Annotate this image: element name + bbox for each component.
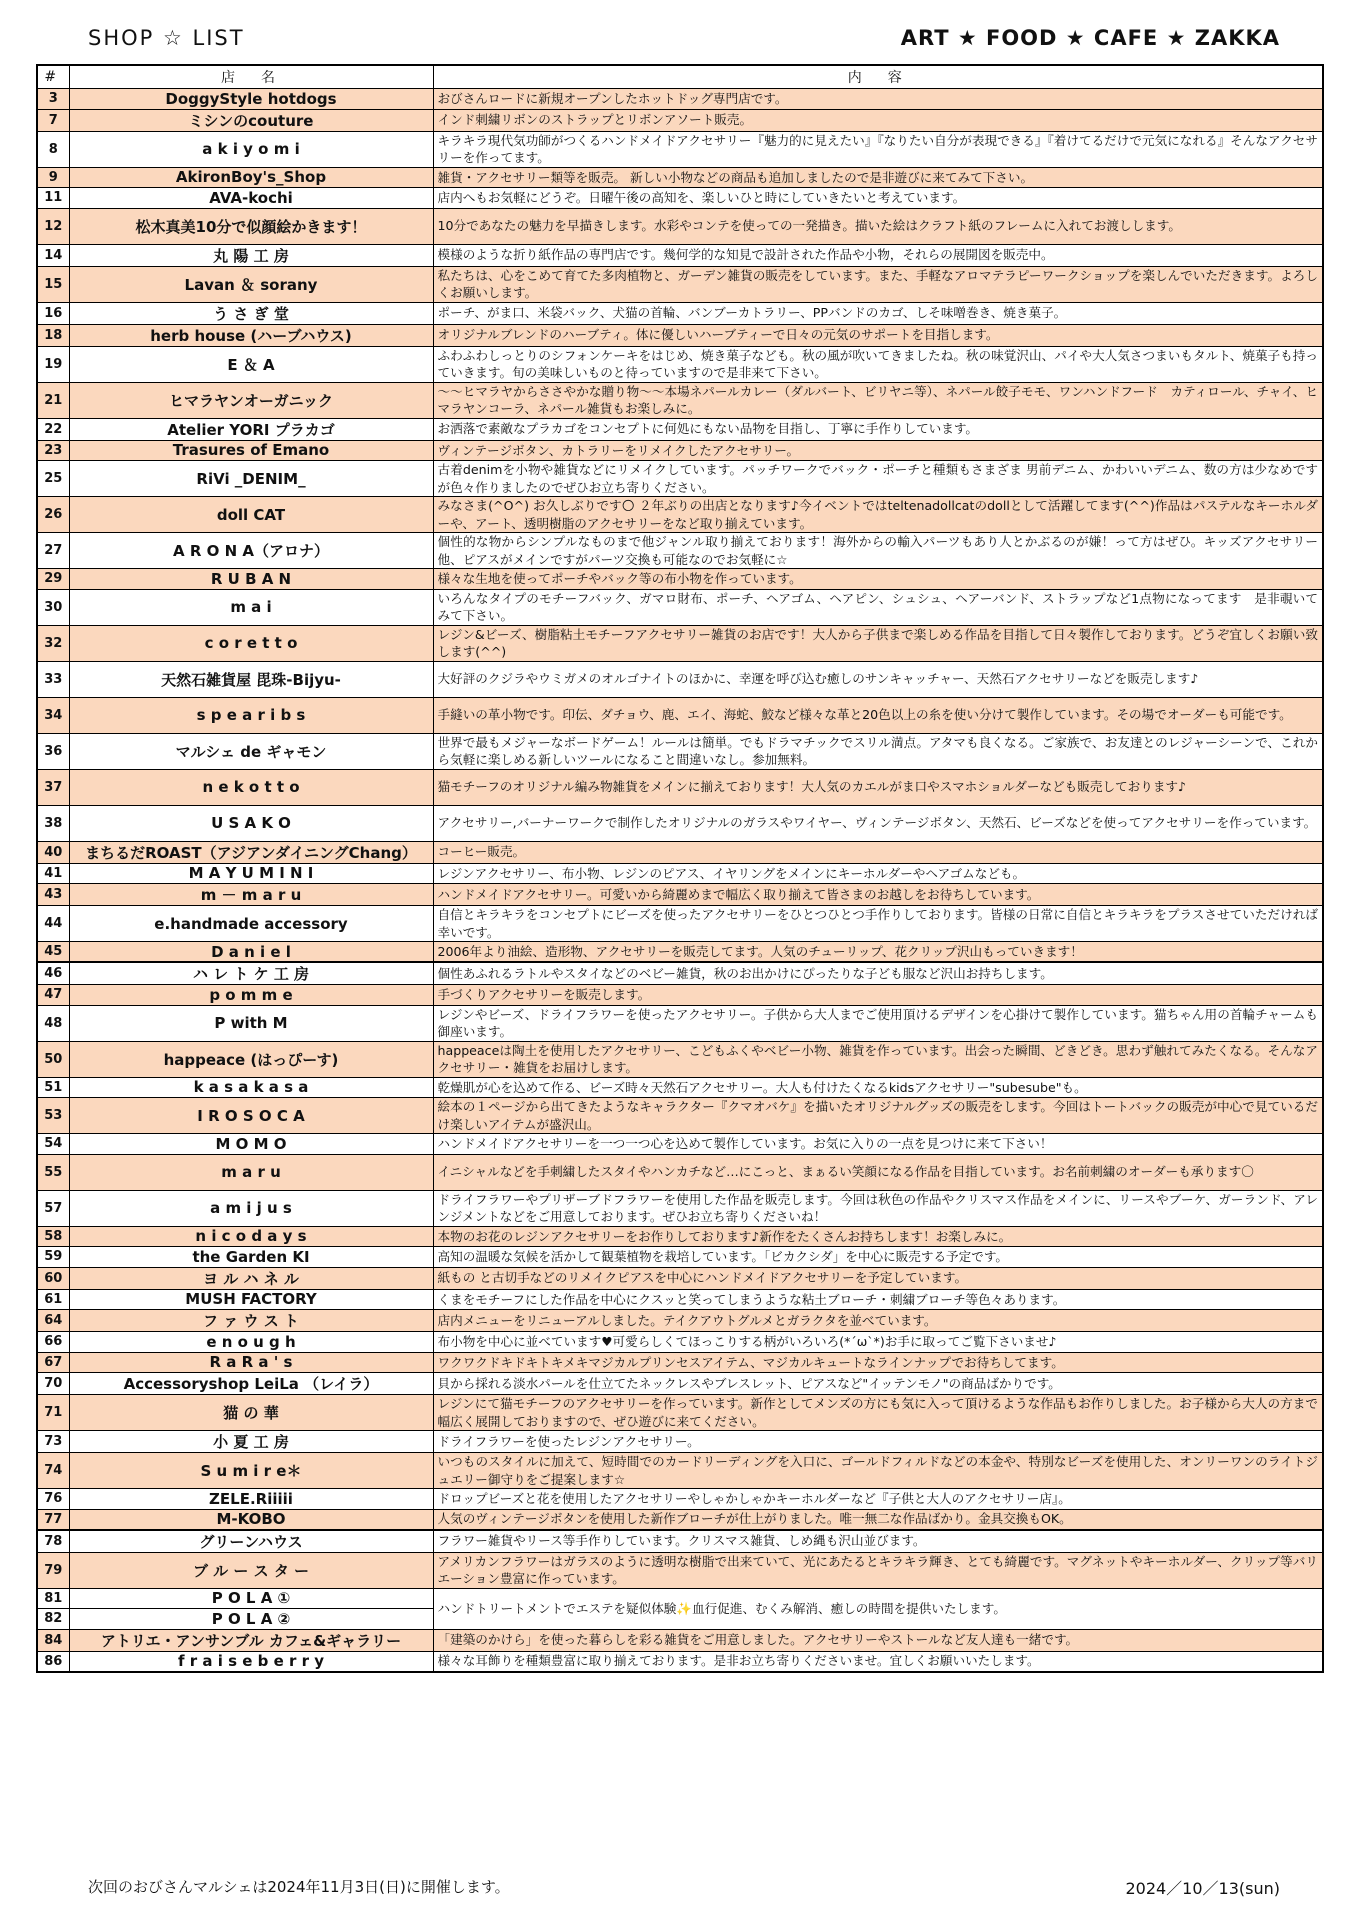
shop-description: ポーチ、がま口、米袋バック、犬猫の首輪、バンブーカトラリー、PPバンドのカゴ、しそ味噌巻き、焼き菓子。 <box>433 302 1323 324</box>
shop-description: ドライフラワーを使ったレジンアクセサリー。 <box>433 1431 1323 1453</box>
shop-name: ZELE.Riiiii <box>69 1489 433 1510</box>
shop-description: ハンドトリートメントでエステを疑似体験✨血行促進、むくみ解消、癒しの時間を提供いたします。 <box>433 1588 1323 1629</box>
shop-name: マルシェ de ギャモン <box>69 733 433 769</box>
page-header <box>88 26 1280 58</box>
shop-name: p o m m e <box>69 985 433 1006</box>
table-row <box>37 569 1323 590</box>
shop-description: イニシャルなどを手刺繍したスタイやハンカチなど…にこっと、まぁるい笑顔になる作品を目指しています。お名前刺繍のオーダーも承ります〇 <box>433 1154 1323 1190</box>
shop-name: n e k o t t o <box>69 769 433 805</box>
table-row <box>37 805 1323 841</box>
shop-description: 高知の温暖な気候を活かして観葉植物を栽培しています。「ビカクシダ」を中心に販売する予定です。 <box>433 1247 1323 1268</box>
table-row <box>37 697 1323 733</box>
table-row <box>37 884 1323 906</box>
row-number: 25 <box>37 461 69 497</box>
row-number: 51 <box>37 1077 69 1098</box>
table-row <box>37 1352 1323 1373</box>
shop-description: アクセサリー,バーナーワークで制作したオリジナルのガラスやワイヤー、ヴィンテージボタン、天然石、ビーズなどを使ってアクセサリーを作っています。 <box>433 805 1323 841</box>
row-number: 19 <box>37 346 69 382</box>
shop-description: happeaceは陶土を使用したアクセサリー、こどもふくやベビー小物、雑貨を作っています。出会った瞬間、どきどき。思わず触れてみたくなる。そんなアクセサリー・雑貨をお届けします。 <box>433 1041 1323 1077</box>
row-number: 73 <box>37 1431 69 1453</box>
row-number: 41 <box>37 863 69 884</box>
row-number: 58 <box>37 1226 69 1247</box>
table-row <box>37 1077 1323 1098</box>
table-row <box>37 89 1323 110</box>
shop-name: う さ ぎ 堂 <box>69 302 433 324</box>
shop-name: A R O N A（アロナ） <box>69 533 433 569</box>
table-row <box>37 188 1323 209</box>
row-number: 40 <box>37 841 69 863</box>
row-number: 29 <box>37 569 69 590</box>
shop-table-body <box>37 89 1323 1672</box>
row-number: 16 <box>37 302 69 324</box>
shop-name: s p e a r i b s <box>69 697 433 733</box>
shop-description: レジンやビーズ、ドライフラワーを使ったアクセサリー。子供から大人までご使用頂けるデザインを心掛けて製作しています。猫ちゃん用の首輪チャームも御座います。 <box>433 1005 1323 1041</box>
shop-description: いろんなタイプのモチーフバック、ガマロ財布、ポーチ、ヘアゴム、ヘアピン、シュシュ、ヘアーバンド、ストラップなど1点物になってます 是非覗いてみて下さい。 <box>433 589 1323 625</box>
table-row <box>37 1373 1323 1395</box>
table-row <box>37 1395 1323 1431</box>
row-number: 84 <box>37 1629 69 1651</box>
table-row <box>37 962 1323 985</box>
shop-description: 様々な耳飾りを種類豊富に取り揃えております。是非お立ち寄りくださいませ。宜しくお願いいたします。 <box>433 1651 1323 1672</box>
row-number: 3 <box>37 89 69 110</box>
shop-description: アメリカンフラワーはガラスのように透明な樹脂で出来ていて、光にあたるとキラキラ輝き、とても綺麗です。マグネットやキーホルダー、クリップ等バリエーション豊富に作っています。 <box>433 1552 1323 1588</box>
shop-description: 私たちは、心をこめて育てた多肉植物と、ガーデン雑貨の販売をしています。また、手軽なアロマテラピーワークショップを楽しんでいただきます。よろしくお願いします。 <box>433 266 1323 302</box>
shop-name: a k i y o m i <box>69 131 433 167</box>
shop-description: 個性的な物からシンプルなものまで他ジャンル取り揃えております！海外からの輸入パーツもあり人とかぶるのが嫌！って方はぜひ。キッズアクセサリー他、ピアスがメインですがパーツ交換も可能なのでお気軽に☆ <box>433 533 1323 569</box>
shop-description: ワクワクドキドキトキメキマジカルプリンセスアイテム、マジカルキュートなラインナップでお待ちしてます。 <box>433 1352 1323 1373</box>
row-number: 71 <box>37 1395 69 1431</box>
shop-name: P with M <box>69 1005 433 1041</box>
shop-description: インド刺繍リボンのストラップとリボンアソート販売。 <box>433 109 1323 131</box>
shop-name: 猫 の 華 <box>69 1395 433 1431</box>
row-number: 23 <box>37 440 69 461</box>
row-number: 15 <box>37 266 69 302</box>
table-row <box>37 167 1323 188</box>
shop-description: いつものスタイルに加えて、短時間でのカードリーディングを入口に、ゴールドフィルドなどの本金や、特別なビーズを使用した、オンリーワンのライトジュエリー御守りをご提案します☆ <box>433 1453 1323 1489</box>
row-number: 33 <box>37 661 69 697</box>
row-number: 79 <box>37 1552 69 1588</box>
row-number: 53 <box>37 1098 69 1134</box>
shop-name: S u m i r e＊ <box>69 1453 433 1489</box>
shop-description: 世界で最もメジャーなボードゲーム！ルールは簡単。でもドラマチックでスリル満点。アタマも良くなる。ご家族で、お友達とのレジャーシーンで、これから気軽に楽しめる新しいツールになること間違いなし。参加無料。 <box>433 733 1323 769</box>
row-number: 77 <box>37 1509 69 1530</box>
shop-name: c o r e t t o <box>69 625 433 661</box>
shop-name: D a n i e l <box>69 942 433 963</box>
shop-name: Trasures of Emano <box>69 440 433 461</box>
shop-name: I R O S O C A <box>69 1098 433 1134</box>
row-number: 59 <box>37 1247 69 1268</box>
list-title: SHOP ☆ LIST <box>88 26 245 50</box>
shop-description: 紙もの と古切手などのリメイクピアスを中心にハンドメイドアクセサリーを予定しています。 <box>433 1267 1323 1289</box>
list-date: 2024／10／13(sun) <box>1125 1879 1280 1898</box>
shop-name: e n o u g h <box>69 1332 433 1353</box>
shop-name: アトリエ・アンサンブル カフェ&ギャラリー <box>69 1629 433 1651</box>
shop-name: m － m a r u <box>69 884 433 906</box>
row-number: 86 <box>37 1651 69 1672</box>
shop-description: 様々な生地を使ってポーチやバック等の布小物を作っています。 <box>433 569 1323 590</box>
row-number: 21 <box>37 382 69 418</box>
shop-name: ヒマラヤンオーガニック <box>69 382 433 418</box>
table-row <box>37 1431 1323 1453</box>
shop-description: ～～ヒマラヤからささやかな贈り物～～本場ネパールカレー（ダルバート、ビリヤニ等）、ネパール餃子モモ、ワンハンドフード カティロール、チャイ、ヒマラヤンコーラ、ネパール雑貨もお楽しみに。 <box>433 382 1323 418</box>
table-row <box>37 841 1323 863</box>
table-row <box>37 1289 1323 1310</box>
table-row <box>37 1247 1323 1268</box>
shop-name: herb house (ハーブハウス) <box>69 324 433 346</box>
table-row <box>37 661 1323 697</box>
table-row <box>37 906 1323 942</box>
table-row <box>37 302 1323 324</box>
shop-name: m a r u <box>69 1154 433 1190</box>
table-row <box>37 1530 1323 1553</box>
shop-name: 松木真美10分で似顔絵かきます！ <box>69 208 433 244</box>
shop-name: Lavan ＆ sorany <box>69 266 433 302</box>
shop-description: 2006年より油絵、造形物、アクセサリーを販売してます。人気のチューリップ、花クリップ沢山もっていきます！ <box>433 942 1323 963</box>
shop-name: 天然石雑貨屋 毘珠-Bijyu- <box>69 661 433 697</box>
shop-description: 猫モチーフのオリジナル編み物雑貨をメインに揃えております！大人気のカエルがま口やスマホショルダーなども販売しております♪ <box>433 769 1323 805</box>
table-row <box>37 1190 1323 1226</box>
table-row <box>37 1651 1323 1672</box>
shop-name: 小 夏 工 房 <box>69 1431 433 1453</box>
row-number: 11 <box>37 188 69 209</box>
shop-description: レジンにて猫モチーフのアクセサリーを作っています。新作としてメンズの方にも気に入って頂けるような作品もお作りしました。お子様から大人の方まで幅広く展開しておりますので、ぜひ遊びに来てください。 <box>433 1395 1323 1431</box>
row-number: 55 <box>37 1154 69 1190</box>
shop-description: 模様のような折り紙作品の専門店です。幾何学的な知見で設計された作品や小物，それらの展開図を販売中。 <box>433 244 1323 266</box>
next-event-notice: 次回のおびさんマルシェは2024年11月3日(日)に開催します。 <box>88 1878 510 1896</box>
table-row <box>37 461 1323 497</box>
shop-description: ドロップビーズと花を使用したアクセサリーやしゃかしゃかキーホルダーなど『子供と大人のアクセサリー店』。 <box>433 1489 1323 1510</box>
shop-description: みなさま(^O^) お久しぶりです🌕 ２年ぶりの出店となります♪今イベントではteltenadollcatのdollとして活躍してます(^^)作品はパステルなキーホルダーや、アート、透明樹脂のアクセサリーをなど取り揃えています。 <box>433 497 1323 533</box>
table-header-row <box>37 65 1323 89</box>
shop-name: m a i <box>69 589 433 625</box>
row-number: 32 <box>37 625 69 661</box>
column-header-num: # <box>37 65 69 89</box>
shop-name: 丸 陽 工 房 <box>69 244 433 266</box>
shop-description: 本物のお花のレジンアクセサリーをお作りしております♪新作をたくさんお持ちします！お楽しみに。 <box>433 1226 1323 1247</box>
shop-description: おびさんロードに新規オープンしたホットドッグ専門店です。 <box>433 89 1323 110</box>
shop-table <box>36 64 1324 1673</box>
table-row <box>37 497 1323 533</box>
row-number: 47 <box>37 985 69 1006</box>
row-number: 82 <box>37 1609 69 1630</box>
shop-description: ふわふわしっとりのシフォンケーキをはじめ、焼き菓子なども。秋の風が吹いてきましたね。秋の味覚沢山、パイや大人気さつまいもタルト、焼菓子も持っていきます。旬の美味しいものと待っていますので是非来て下さい。 <box>433 346 1323 382</box>
row-number: 26 <box>37 497 69 533</box>
row-number: 61 <box>37 1289 69 1310</box>
row-number: 43 <box>37 884 69 906</box>
shop-name: Atelier YORI プラカゴ <box>69 418 433 440</box>
table-row <box>37 1310 1323 1332</box>
shop-name: doll CAT <box>69 497 433 533</box>
shop-description: 布小物を中心に並べています♥可愛らしくてほっこりする柄がいろいろ(*´ω`*)お手に取ってご覧下さいませ♪ <box>433 1332 1323 1353</box>
shop-name: ハ レ ト ケ 工 房 <box>69 962 433 985</box>
shop-description: お洒落で素敵なプラカゴをコンセプトに何処にもない品物を目指し、丁寧に手作りしています。 <box>433 418 1323 440</box>
table-row <box>37 1041 1323 1077</box>
shop-name: Accessoryshop LeiLa （レイラ） <box>69 1373 433 1395</box>
table-row <box>37 625 1323 661</box>
row-number: 9 <box>37 167 69 188</box>
shop-description: オリジナルブレンドのハーブティ。体に優しいハーブティーで日々の元気のサポートを目指します。 <box>433 324 1323 346</box>
table-row <box>37 266 1323 302</box>
shop-description: 絵本の１ページから出てきたようなキャラクター『クマオバケ』を描いたオリジナルグッズの販売をします。今回はトートバックの販売が中心で見ているだけ楽しいアイテムが盛沢山。 <box>433 1098 1323 1134</box>
shop-description: 自信とキラキラをコンセプトにビーズを使ったアクセサリーをひとつひとつ手作りしております。皆様の日常に自信とキラキラをプラスさせていただければ幸いです。 <box>433 906 1323 942</box>
shop-description: レジン&ビーズ、樹脂粘土モチーフアクセサリー雑貨のお店です！大人から子供まで楽しめる作品を目指して日々製作しております。どうぞ宜しくお願い致します(^^) <box>433 625 1323 661</box>
row-number: 78 <box>37 1530 69 1553</box>
shop-name: AVA-kochi <box>69 188 433 209</box>
shop-description: 手づくりアクセサリーを販売します。 <box>433 985 1323 1006</box>
shop-name: M A Y U M I N I <box>69 863 433 884</box>
shop-description: ハンドメイドアクセサリーを一つ一つ心を込めて製作しています。お気に入りの一点を見つけに来て下さい！ <box>433 1134 1323 1155</box>
category-banner: ART ★ FOOD ★ CAFE ★ ZAKKA <box>900 26 1280 50</box>
row-number: 45 <box>37 942 69 963</box>
table-row <box>37 533 1323 569</box>
table-row <box>37 1588 1323 1609</box>
shop-description: 10分であなたの魅力を早描きします。水彩やコンテを使っての一発描き。描いた絵はクラフト紙のフレームに入れてお渡しします。 <box>433 208 1323 244</box>
shop-name: ブ ル ー ス タ ー <box>69 1552 433 1588</box>
row-number: 67 <box>37 1352 69 1373</box>
table-row <box>37 418 1323 440</box>
table-row <box>37 1552 1323 1588</box>
shop-description: 店内へもお気軽にどうぞ。日曜午後の高知を、楽しいひと時にしていきたいと考えています。 <box>433 188 1323 209</box>
row-number: 27 <box>37 533 69 569</box>
row-number: 12 <box>37 208 69 244</box>
shop-description: コーヒー販売。 <box>433 841 1323 863</box>
shop-name: フ ァ ウ ス ト <box>69 1310 433 1332</box>
row-number: 74 <box>37 1453 69 1489</box>
table-row <box>37 382 1323 418</box>
row-number: 7 <box>37 109 69 131</box>
shop-description: 手縫いの革小物です。印伝、ダチョウ、鹿、エイ、海蛇、鮫など様々な革と20色以上の糸を使い分けて製作しています。その場でオーダーも可能です。 <box>433 697 1323 733</box>
row-number: 46 <box>37 962 69 985</box>
table-row <box>37 440 1323 461</box>
shop-name: e.handmade accessory <box>69 906 433 942</box>
shop-name: P O L A ① <box>69 1588 433 1609</box>
shop-name: グリーンハウス <box>69 1530 433 1553</box>
row-number: 30 <box>37 589 69 625</box>
shop-name: R U B A N <box>69 569 433 590</box>
table-row <box>37 985 1323 1006</box>
column-header-name: 店 名 <box>69 65 433 89</box>
table-row <box>37 1226 1323 1247</box>
table-row <box>37 589 1323 625</box>
table-row <box>37 208 1323 244</box>
table-row <box>37 1098 1323 1134</box>
shop-description: キラキラ現代気功師がつくるハンドメイドアクセサリー『魅力的に見えたい』『なりたい自分が表現できる』『着けてるだけで元気になれる』そんなアクセサリーを作ってます。 <box>433 131 1323 167</box>
table-row <box>37 346 1323 382</box>
shop-name: happeace (はっぴーす) <box>69 1041 433 1077</box>
shop-name: AkironBoy's_Shop <box>69 167 433 188</box>
shop-name: R a R a ' s <box>69 1352 433 1373</box>
row-number: 44 <box>37 906 69 942</box>
shop-name: ヨ ル ハ ネ ル <box>69 1267 433 1289</box>
shop-name: MUSH FACTORY <box>69 1289 433 1310</box>
table-row <box>37 942 1323 963</box>
shop-description: くまをモチーフにした作品を中心にクスッと笑ってしまうような粘土ブローチ・刺繍ブローチ等色々あります。 <box>433 1289 1323 1310</box>
row-number: 48 <box>37 1005 69 1041</box>
table-row <box>37 1267 1323 1289</box>
shop-name: a m i j u s <box>69 1190 433 1226</box>
table-row <box>37 324 1323 346</box>
shop-description: 個性あふれるラトルやスタイなどのベビー雑貨，秋のお出かけにぴったりな子ども服など沢山お持ちします。 <box>433 962 1323 985</box>
row-number: 70 <box>37 1373 69 1395</box>
shop-name: the Garden KI <box>69 1247 433 1268</box>
row-number: 50 <box>37 1041 69 1077</box>
row-number: 18 <box>37 324 69 346</box>
table-row <box>37 1629 1323 1651</box>
shop-description: 古着denimを小物や雑貨などにリメイクしています。パッチワークでバック・ポーチと種類もさまざま 男前デニム、かわいいデニム、数の方は少なめですが色々作りましたのでぜひお立ち寄りください。 <box>433 461 1323 497</box>
row-number: 22 <box>37 418 69 440</box>
table-row <box>37 1005 1323 1041</box>
shop-name: E ＆ A <box>69 346 433 382</box>
shop-description: 雑貨・アクセサリー類等を販売。 新しい小物などの商品も追加しましたので是非遊びに来てみて下さい。 <box>433 167 1323 188</box>
shop-name: n i c o d a y s <box>69 1226 433 1247</box>
shop-name: まちるだROAST（アジアンダイニングChang） <box>69 841 433 863</box>
shop-description: 貝から採れる淡水パールを仕立てたネックレスやブレスレット、ピアスなど"イッテンモノ"の商品ばかりです。 <box>433 1373 1323 1395</box>
shop-name: U S A K O <box>69 805 433 841</box>
row-number: 57 <box>37 1190 69 1226</box>
table-row <box>37 769 1323 805</box>
column-header-desc: 内 容 <box>433 65 1323 89</box>
shop-name: DoggyStyle hotdogs <box>69 89 433 110</box>
row-number: 34 <box>37 697 69 733</box>
row-number: 64 <box>37 1310 69 1332</box>
shop-description: 大好評のクジラやウミガメのオルゴナイトのほかに、幸運を呼び込む癒しのサンキャッチャー、天然石アクセサリーなどを販売します♪ <box>433 661 1323 697</box>
shop-name: M O M O <box>69 1134 433 1155</box>
row-number: 14 <box>37 244 69 266</box>
page-footer <box>88 1876 1280 1900</box>
row-number: 60 <box>37 1267 69 1289</box>
row-number: 76 <box>37 1489 69 1510</box>
table-row <box>37 1453 1323 1489</box>
table-row <box>37 863 1323 884</box>
shop-description: 乾燥肌が心を込めて作る、ビーズ時々天然石アクセサリー。大人も付けたくなるkidsアクセサリー"subesube"も。 <box>433 1077 1323 1098</box>
shop-name: P O L A ② <box>69 1609 433 1630</box>
table-row <box>37 733 1323 769</box>
shop-description: 「建築のかけら」を使った暮らしを彩る雑貨をご用意しました。アクセサリーやストールなど友人達も一緒です。 <box>433 1629 1323 1651</box>
shop-name: k a s a k a s a <box>69 1077 433 1098</box>
shop-description: フラワー雑貨やリース等手作りしています。クリスマス雑貨、しめ縄も沢山並びます。 <box>433 1530 1323 1553</box>
table-row <box>37 1154 1323 1190</box>
row-number: 54 <box>37 1134 69 1155</box>
row-number: 81 <box>37 1588 69 1609</box>
table-row <box>37 1134 1323 1155</box>
row-number: 37 <box>37 769 69 805</box>
shop-description: レジンアクセサリー、布小物、レジンのピアス、イヤリングをメインにキーホルダーやヘアゴムなども。 <box>433 863 1323 884</box>
table-row <box>37 131 1323 167</box>
row-number: 8 <box>37 131 69 167</box>
table-row <box>37 109 1323 131</box>
shop-description: ドライフラワーやプリザーブドフラワーを使用した作品を販売します。今回は秋色の作品やクリスマス作品をメインに、リースやブーケ、ガーランド、アレンジメントなどをご用意しております。ぜひお立ち寄りくださいね！ <box>433 1190 1323 1226</box>
shop-name: RiVi _DENIM_ <box>69 461 433 497</box>
shop-name: ミシンのcouture <box>69 109 433 131</box>
row-number: 66 <box>37 1332 69 1353</box>
table-row <box>37 1489 1323 1510</box>
row-number: 36 <box>37 733 69 769</box>
row-number: 38 <box>37 805 69 841</box>
table-row <box>37 1509 1323 1530</box>
shop-description: ヴィンテージボタン、カトラリーをリメイクしたアクセサリー。 <box>433 440 1323 461</box>
table-row <box>37 1332 1323 1353</box>
shop-description: ハンドメイドアクセサリー。可愛いから綺麗めまで幅広く取り揃えて皆さまのお越しをお待ちしています。 <box>433 884 1323 906</box>
shop-description: 店内メニューをリニューアルしました。テイクアウトグルメとガラクタを並べています。 <box>433 1310 1323 1332</box>
shop-description: 人気のヴィンテージボタンを使用した新作ブローチが仕上がりました。唯一無二な作品ばかり。金具交換もOK。 <box>433 1509 1323 1530</box>
shop-name: M-KOBO <box>69 1509 433 1530</box>
shop-name: f r a i s e b e r r y <box>69 1651 433 1672</box>
table-row <box>37 244 1323 266</box>
